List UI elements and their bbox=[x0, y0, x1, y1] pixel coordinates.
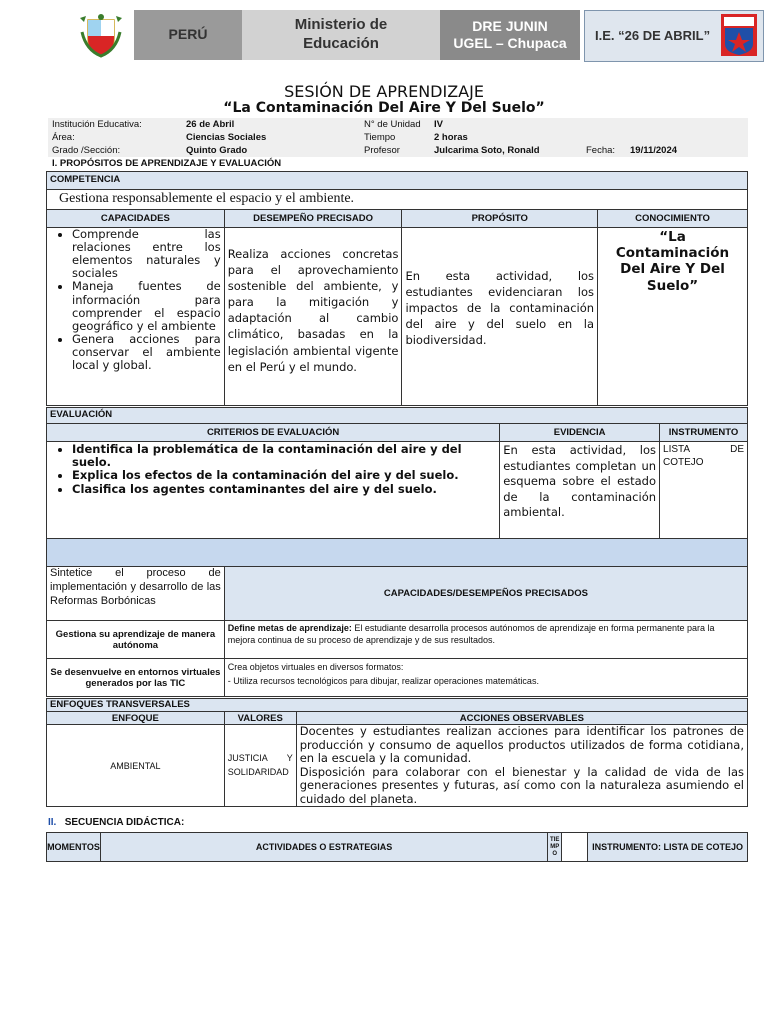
comp-autonoma-desc bbox=[224, 621, 747, 659]
evidencia-cell: En esta actividad, los estudiantes completan un esquema sobre el estado de la contaminación ambiental. bbox=[500, 442, 660, 546]
competencias-transversales-table bbox=[46, 538, 748, 697]
blank-cell bbox=[562, 833, 588, 862]
grado-label: Grado /Sección: bbox=[52, 145, 121, 156]
enfoque-cell: AMBIENTAL bbox=[47, 725, 225, 807]
ie-label: Institución Educativa: bbox=[52, 119, 142, 130]
header-enfoque: ENFOQUE bbox=[47, 712, 225, 725]
tic-line2: - Utiliza recursos tecnológicos para dibujar, realizar operaciones matemáticas. bbox=[227, 675, 539, 686]
header-momentos: MOMENTOS bbox=[47, 833, 101, 862]
section-2-number: II. bbox=[48, 817, 57, 828]
comp-tic-cell: Se desenvuelve en entornos virtuales generados por las TIC bbox=[47, 659, 225, 697]
tic-line1: Crea objetos virtuales en diversos formatos: bbox=[227, 662, 404, 672]
list-item: • Maneja fuentes de información para comprender el espacio geográfico y el ambiente bbox=[72, 280, 221, 332]
fecha-label: Fecha: bbox=[586, 145, 616, 156]
blank-band bbox=[47, 539, 748, 567]
secuencia-table bbox=[46, 832, 748, 862]
sintetice-cell: Sintetice el proceso de implementación y desarrollo de las Reformas Borbónicas bbox=[47, 567, 225, 621]
dre-line2: UGEL – Chupaca bbox=[453, 35, 567, 51]
enfoques-table bbox=[46, 698, 748, 807]
tiempo-value: 2 horas bbox=[434, 132, 468, 143]
area-value: Ciencias Sociales bbox=[186, 132, 267, 143]
header-instrumento: INSTRUMENTO bbox=[660, 424, 748, 442]
info-row-bg bbox=[48, 131, 748, 144]
ministerio-line1: Ministerio de bbox=[294, 16, 388, 34]
enfoques-label: ENFOQUES TRANSVERSALES bbox=[47, 699, 748, 712]
conocimiento-cell: “La Contaminación Del Aire Y Del Suelo” bbox=[598, 228, 748, 406]
section-1-heading: I. PROPÓSITOS DE APRENDIZAJE Y EVALUACIÓN bbox=[52, 158, 282, 169]
header-desempeno: DESEMPEÑO PRECISADO bbox=[224, 210, 402, 228]
header-capacidades-desempenos: CAPACIDADES/DESEMPEÑOS PRECISADOS bbox=[224, 567, 747, 621]
school-label-box bbox=[584, 10, 764, 62]
peru-coat-of-arms-icon bbox=[78, 12, 124, 58]
list-item: • Clasifica los agentes contaminantes del aire y del suelo. bbox=[72, 483, 496, 496]
dre-line1: DRE JUNIN bbox=[472, 17, 548, 34]
instrumento-cell: LISTA DE COTEJO bbox=[660, 442, 748, 546]
unidad-label: N° de Unidad bbox=[364, 119, 421, 130]
comp-autonoma-cell: Gestiona su aprendizaje de manera autónoma bbox=[47, 621, 225, 659]
evaluacion-label: EVALUACIÓN bbox=[47, 408, 748, 424]
school-emblem-icon bbox=[721, 14, 757, 56]
grado-value: Quinto Grado bbox=[186, 145, 248, 156]
list-item: • Genera acciones para conservar el ambiente local y global. bbox=[72, 333, 221, 372]
header-proposito: PROPÓSITO bbox=[402, 210, 598, 228]
acciones-text-2: Disposición para colaborar con el bienestar y la calidad de vida de las generaciones presentes y futuras, así como con la naturaleza asumiendo el cuidado del planeta. bbox=[299, 764, 744, 806]
ie-value: 26 de Abril bbox=[186, 119, 235, 130]
valores-cell: JUSTICIA Y SOLIDARIDAD bbox=[224, 725, 296, 807]
school-name: I.E. “26 DE ABRIL” bbox=[595, 27, 711, 43]
competencia-text: Gestiona responsablemente el espacio y el ambiente. bbox=[47, 190, 748, 210]
comp-tic-desc bbox=[224, 659, 747, 697]
header-criterios: CRITERIOS DE EVALUACIÓN bbox=[47, 424, 500, 442]
acciones-cell bbox=[296, 725, 747, 807]
profesor-value: Julcarima Soto, Ronald bbox=[434, 145, 540, 156]
list-item: • Explica los efectos de la contaminación del aire y del suelo. bbox=[72, 469, 496, 482]
page-subtitle: “La Contaminación Del Aire Y Del Suelo” bbox=[223, 100, 545, 116]
header-tiempo: TIE MP O bbox=[548, 833, 562, 862]
list-item: • Comprende las relaciones entre los elementos naturales y sociales bbox=[72, 228, 221, 280]
peru-label: PERÚ bbox=[134, 10, 242, 60]
section-2-label: SECUENCIA DIDÁCTICA: bbox=[64, 817, 185, 828]
tiempo-label: Tiempo bbox=[364, 132, 396, 143]
criterios-cell bbox=[47, 442, 500, 546]
ministerio-label bbox=[242, 10, 440, 60]
header-actividades: ACTIVIDADES O ESTRATEGIAS bbox=[100, 833, 547, 862]
page-title: SESIÓN DE APRENDIZAJE bbox=[284, 82, 484, 101]
header-conocimiento: CONOCIMIENTO bbox=[598, 210, 748, 228]
metas-text: El estudiante desarrolla procesos autónomos de aprendizaje en forma permanente para la mejora continua de su proceso de aprendizaje y de sus resultados. bbox=[227, 623, 715, 645]
metas-label: Define metas de aprendizaje: bbox=[227, 623, 352, 633]
header-band bbox=[78, 8, 711, 62]
competencia-label: COMPETENCIA bbox=[47, 172, 748, 190]
desempeno-cell: Realiza acciones concretas para el aprovechamiento sostenible del ambiente, y para la mitigación y adaptación al cambio climático, basadas en la legislación ambiental vigente en el Perú y el mundo. bbox=[224, 228, 402, 406]
propositos-table bbox=[46, 171, 748, 406]
capacidades-cell bbox=[47, 228, 225, 406]
header-acciones: ACCIONES OBSERVABLES bbox=[296, 712, 747, 725]
ministerio-line2: Educación bbox=[303, 35, 379, 52]
section-2-heading bbox=[48, 817, 184, 828]
profesor-label: Profesor bbox=[364, 145, 400, 156]
fecha-value: 19/11/2024 bbox=[630, 145, 678, 156]
dre-label bbox=[440, 10, 580, 60]
area-label: Área: bbox=[52, 132, 75, 143]
acciones-text-1: Docentes y estudiantes realizan acciones para identificar los patrones de producción y consumo de aquellos productos utilizados de forma cotidiana, en la escuela y la comunidad. bbox=[299, 724, 744, 766]
list-item: • Identifica la problemática de la contaminación del aire y del suelo. bbox=[72, 443, 496, 469]
header-valores: VALORES bbox=[224, 712, 296, 725]
proposito-cell: En esta actividad, los estudiantes evidenciaran los impactos de la contaminación del aire y del suelo en la biodiversidad. bbox=[402, 228, 598, 406]
unidad-value: IV bbox=[434, 119, 443, 130]
header-evidencia: EVIDENCIA bbox=[500, 424, 660, 442]
evaluacion-table bbox=[46, 407, 748, 546]
header-capacidades: CAPACIDADES bbox=[47, 210, 225, 228]
header-instrumento-secuencia: INSTRUMENTO: LISTA DE COTEJO bbox=[588, 833, 748, 862]
